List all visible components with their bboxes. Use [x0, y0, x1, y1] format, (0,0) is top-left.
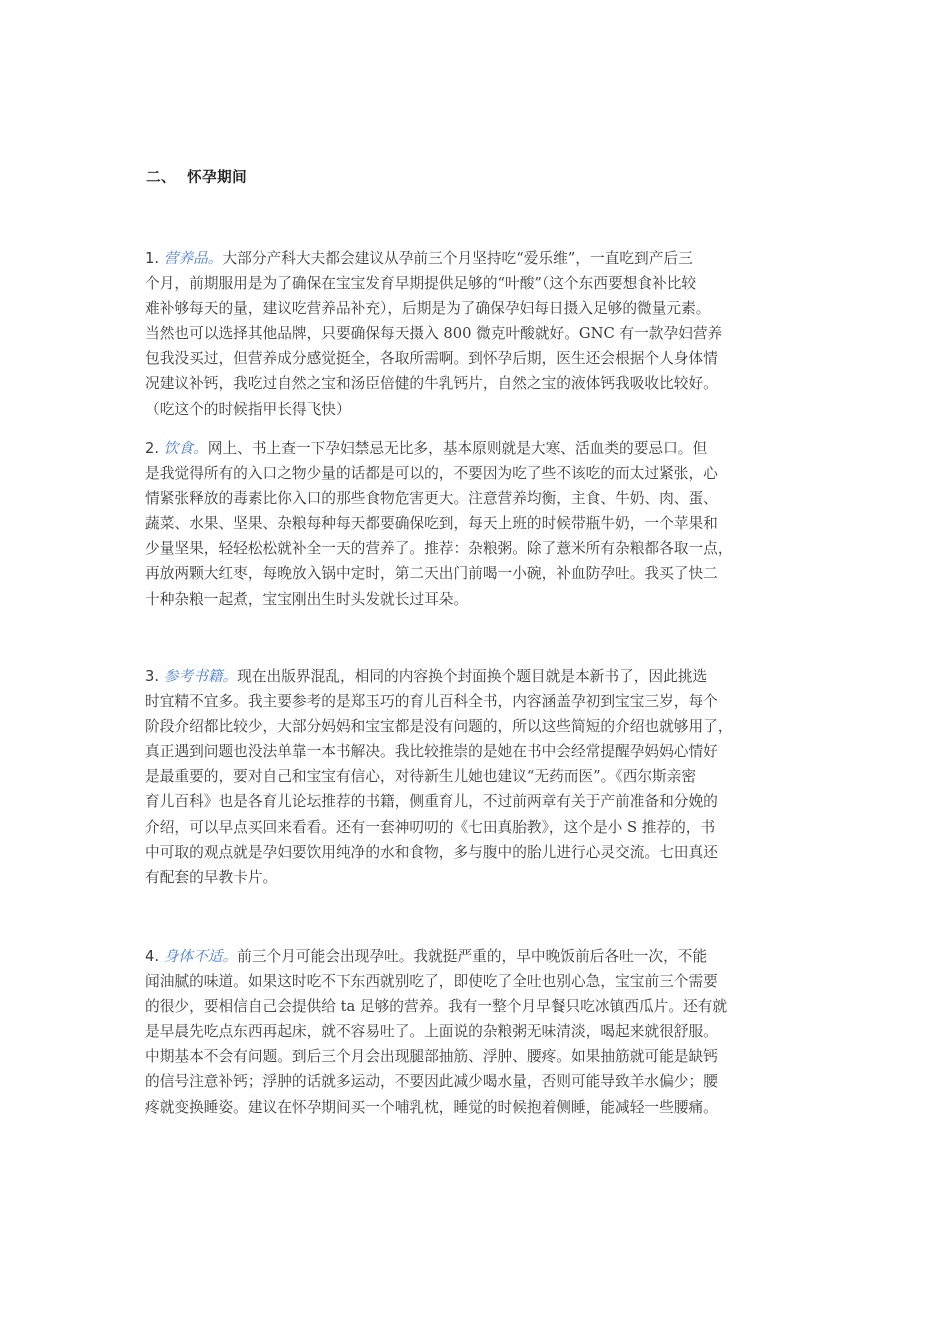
paragraph-line [145, 436, 811, 461]
item-number: 1. [145, 250, 160, 267]
paragraph-line: 中可取的观点就是孕妇要饮用纯净的水和食物，多与腹中的胎儿进行心灵交流。七田真还 [145, 843, 718, 861]
item-number: 4. [145, 948, 160, 965]
paragraph-line: 育儿百科》也是各育儿论坛推荐的书籍，侧重育儿，不过前两章有关于产前准备和分娩的 [145, 793, 718, 811]
line-text: 网上、书上查一下孕妇禁忌无比多，基本原则就是大寒、活血类的要忌口。但 [207, 440, 708, 457]
topic-label: 参考书籍。 [163, 668, 238, 685]
paragraph-diet [145, 436, 811, 612]
paragraph-line: 包我没买过，但营养成分感觉挺全，各取所需啊。到怀孕后期，医生还会根据个人身体情 [145, 350, 718, 368]
paragraph-line: 况建议补钙，我吃过自然之宝和汤臣倍健的牛乳钙片，自然之宝的液体钙我吸收比较好。 [145, 375, 718, 393]
item-number: 2. [145, 440, 160, 457]
paragraph-line: 介绍，可以早点买回来看看。还有一套神叨叨的《七田真胎教》，这个是小 S 推荐的，书 [145, 818, 716, 836]
paragraph-line: 疼就变换睡姿。建议在怀孕期间买一个哺乳枕，睡觉的时候抱着侧睡，能减轻一些腰痛。 [145, 1098, 718, 1116]
paragraph-line: 情紧张释放的毒素比你入口的那些食物危害更大。注意营养均衡，主食、牛奶、肉、蛋、 [145, 490, 718, 508]
paragraph-line: 阶段介绍都比较少，大部分妈妈和宝宝都是没有问题的，所以这些简短的介绍也就够用了， [145, 718, 733, 736]
paragraph-line: （吃这个的时候指甲长得飞快） [145, 400, 351, 418]
paragraph-line: 真正遇到问题也没法单靠一本书解决。我比较推崇的是她在书中会经常提醒孕妈妈心情好 [145, 743, 718, 761]
paragraph-line: 是早晨先吃点东西再起床，就不容易吐了。上面说的杂粮粥无味清淡，喝起来就很舒服。 [145, 1023, 718, 1041]
paragraph-line: 中期基本不会有问题。到后三个月会出现腿部抽筋、浮肿、腰疼。如果抽筋就可能是缺钙 [145, 1048, 718, 1066]
paragraph-line: 有配套的早教卡片。 [145, 868, 278, 886]
paragraph-line: 难补够每天的量，建议吃营养品补充），后期是为了确保孕妇每日摄入足够的微量元素。 [145, 300, 711, 318]
paragraph-line: 少量坚果，轻轻松松就补全一天的营养了。推荐：杂粮粥。除了薏米所有杂粮都各取一点， [145, 540, 733, 558]
paragraph-nutrition [145, 246, 811, 422]
paragraph-books [145, 664, 811, 890]
topic-label: 饮食。 [163, 440, 208, 457]
paragraph-line: 的信号注意补钙；浮肿的话就多运动，不要因此减少喝水量，否则可能导致羊水偏少；腰 [145, 1073, 718, 1091]
paragraph-line [145, 944, 811, 969]
line-text: 大部分产科大夫都会建议从孕前三个月坚持吃“爱乐维”，一直吃到产后三 [222, 250, 693, 267]
section-heading: 二、 怀孕期间 [146, 170, 248, 186]
paragraph-line: 闻油腻的味道。如果这时吃不下东西就别吃了，即使吃了全吐也别心急，宝宝前三个需要 [145, 973, 718, 991]
paragraph-line: 当然也可以选择其他品牌，只要确保每天摄入 800 微克叶酸就好。GNC 有一款孕妇营养 [145, 325, 723, 343]
paragraph-line: 是我觉得所有的入口之物少量的话都是可以的，不要因为吃了些不该吃的而太过紧张，心 [145, 465, 718, 483]
paragraph-line: 的很少，要相信自己会提供给 ta 足够的营养。我有一整个月早餐只吃冰镇西瓜片。还有就 [145, 998, 728, 1016]
item-number: 3. [145, 668, 160, 685]
paragraph-line: 蔬菜、水果、坚果、杂粮每种每天都要确保吃到，每天上班的时候带瓶牛奶，一个苹果和 [145, 515, 718, 533]
paragraph-line: 个月，前期服用是为了确保在宝宝发育早期提供足够的“叶酸”（这个东西要想食补比较 [145, 275, 697, 293]
topic-label: 身体不适。 [163, 948, 238, 965]
paragraph-line: 十种杂粮一起煮，宝宝刚出生时头发就长过耳朵。 [145, 590, 469, 608]
topic-label: 营养品。 [163, 250, 223, 267]
paragraph-line [145, 664, 811, 689]
paragraph-line: 是最重要的，要对自己和宝宝有信心，对待新生儿她也建议“无药而医”。《西尔斯亲密 [145, 768, 697, 786]
line-text: 前三个月可能会出现孕吐。我就挺严重的，早中晚饭前后各吐一次，不能 [237, 948, 708, 965]
paragraph-line [145, 246, 811, 271]
paragraph-line: 时宜精不宜多。我主要参考的是郑玉巧的育儿百科全书，内容涵盖孕初到宝宝三岁，每个 [145, 693, 718, 711]
paragraph-line: 再放两颗大红枣，每晚放入锅中定时，第二天出门前喝一小碗，补血防孕吐。我买了快二 [145, 565, 718, 583]
paragraph-discomfort [145, 944, 811, 1120]
line-text: 现在出版界混乱，相同的内容换个封面换个题目就是本新书了，因此挑选 [237, 668, 708, 685]
